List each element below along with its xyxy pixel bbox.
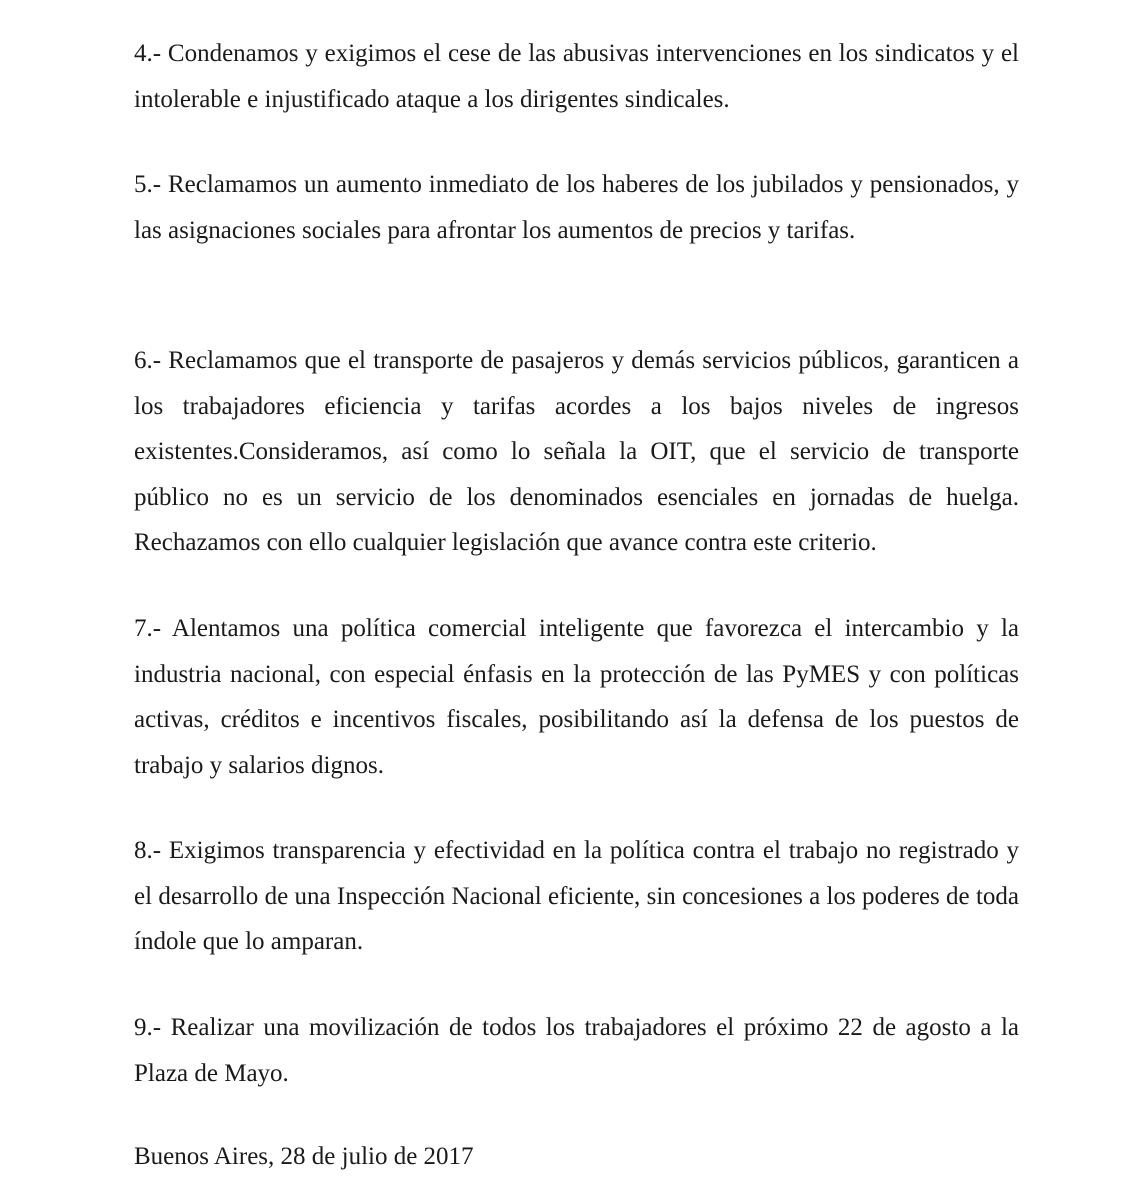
paragraph-item-9: 9.- Realizar una movilización de todos los trabajadores el próximo 22 de agosto a la Plaza de Mayo.: [134, 1014, 1019, 1087]
paragraph-item-6: 6.- Reclamamos que el transporte de pasajeros y demás servicios públicos, garanticen a los trabajadores eficiencia y tarifas acordes a los bajos niveles de ingresos existentes.Consideramos, así como lo señala la OIT, que el servicio de transporte público no es un servicio de los denominados esenciales en jornadas de huelga. Rechazamos con ello cualquier legislación que avance contra este criterio.: [134, 347, 1019, 556]
paragraph-item-5: 5.- Reclamamos un aumento inmediato de los haberes de los jubilados y pensionados, y las asignaciones sociales para afrontar los aumentos de precios y tarifas.: [134, 171, 1019, 244]
place-date-line: Buenos Aires, 28 de julio de 2017: [134, 1143, 474, 1170]
paragraph-item-8: 8.- Exigimos transparencia y efectividad en la política contra el trabajo no registrado y el desarrollo de una Inspección Nacional eficiente, sin concesiones a los poderes de toda índole que lo amparan.: [134, 837, 1019, 955]
paragraph-item-4: 4.- Condenamos y exigimos el cese de las abusivas intervenciones en los sindicatos y el intolerable e injustificado ataque a los dirigentes sindicales.: [134, 40, 1019, 113]
paragraph-item-7: 7.- Alentamos una política comercial inteligente que favorezca el intercambio y la industria nacional, con especial énfasis en la protección de las PyMES y con políticas activas, créditos e incentivos fiscales, posibilitando así la defensa de los puestos de trabajo y salarios dignos.: [134, 615, 1019, 779]
